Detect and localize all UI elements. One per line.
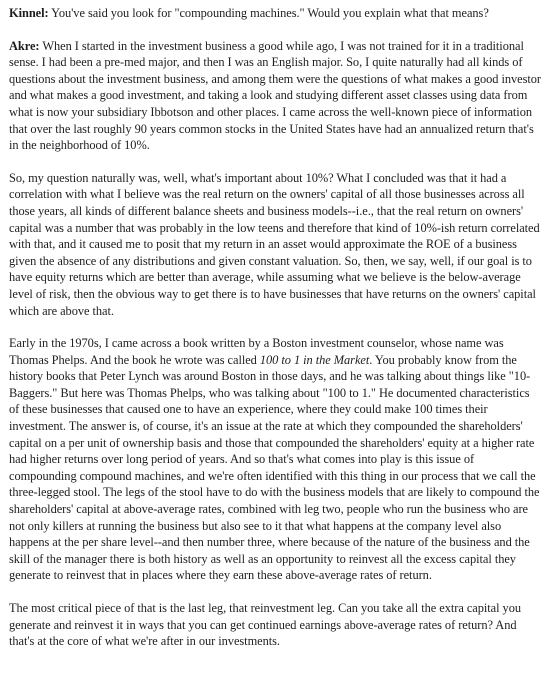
paragraph-akre-answer xyxy=(9,38,541,154)
paragraph-text: . You probably know from the history books that Peter Lynch was around Boston in those days, and he was talking about things like "10-Baggers." But here was Thomas Phelps, who was talking about "100 to 1." He documented characteristics of these businesses that caused one to have an experience, where they could make 100 times their investment. The answer is, of course, it's an issue at the rate at which they compounded the shareholders' capital on a per unit of ownership basis and those that compounded the shareholders' equity at a higher rate had higher returns over long period of years. And so that's what comes into play is this issue of compounding compound machines, and we're often identified with this thing in our process that we call the three-legged stool. The legs of the stool have to do with the business models that are likely to compound the shareholders' capital at above-average rates, combined with leg two, people who run the business who are not only killers at running the business but also see to it that what happens at the company level also happens at the per share level--and then number three, where because of the nature of the business and the skill of the manager there is both history as well as an opportunity to reinvest all the excess capital they generate to reinvest that in places where they earn these above-average rates of return. xyxy=(9,352,540,583)
paragraph-text: So, my question naturally was, well, what's important about 10%? What I concluded was that it had a correlation with what I believe was the real return on the owners' capital of all those businesses across all those years, all kinds of different balance sheets and business models--i.e., that the real return on owners' capital was a number that was probably in the low teens and therefore that kind of 10%-ish return correlated with that, and it caused me to posit that my return in an asset would approximate the ROE of a business given the absence of any distributions and given constant valuation. So, then, we say, well, if our goal is to have equity returns which are better than average, while assuming what we believe is the below-average level of risk, then the obvious way to get there is to have businesses that have returns on the owners' capital which are above that. xyxy=(9,170,540,318)
paragraph-text: When I started in the investment business a good while ago, I was not trained for it in a traditional sense. I had been a pre-med major, and then I was an English major. So, I quite naturally had all kinds of questions about the investment business, and among them were the questions of what makes a good investor and what makes a good investment, and taking a look and studying different asset classes using data from what is now your subsidiary Ibbotson and other places. I came across the well-known piece of information that over the last roughly 90 years common stocks in the United States have had an annualized return that's in the neighborhood of 10%. xyxy=(9,38,541,153)
paragraph-kinnel-question xyxy=(9,5,541,22)
paragraph-return-reasoning xyxy=(9,170,541,319)
paragraph-text: Early in the 1970s, I came across a book written by a Boston investment counselor, whose name was Thomas Phelps. And the book he wrote was called xyxy=(9,336,504,367)
paragraph-text: You've said you look for "compounding machines." Would you explain what that means? xyxy=(48,6,489,20)
book-title: 100 to 1 in the Market xyxy=(259,352,370,367)
paragraph-text: The most critical piece of that is the last leg, that reinvestment leg. Can you take all the extra capital you generate and reinvest it in ways that you can get continued earnings above-average rates of return? And that's at the core of what we're after in our investments. xyxy=(9,601,521,649)
paragraph-reinvestment-leg xyxy=(9,600,541,650)
paragraph-thomas-phelps xyxy=(9,335,541,584)
speaker-label: Akre: xyxy=(9,38,40,53)
speaker-label: Kinnel: xyxy=(9,6,49,20)
